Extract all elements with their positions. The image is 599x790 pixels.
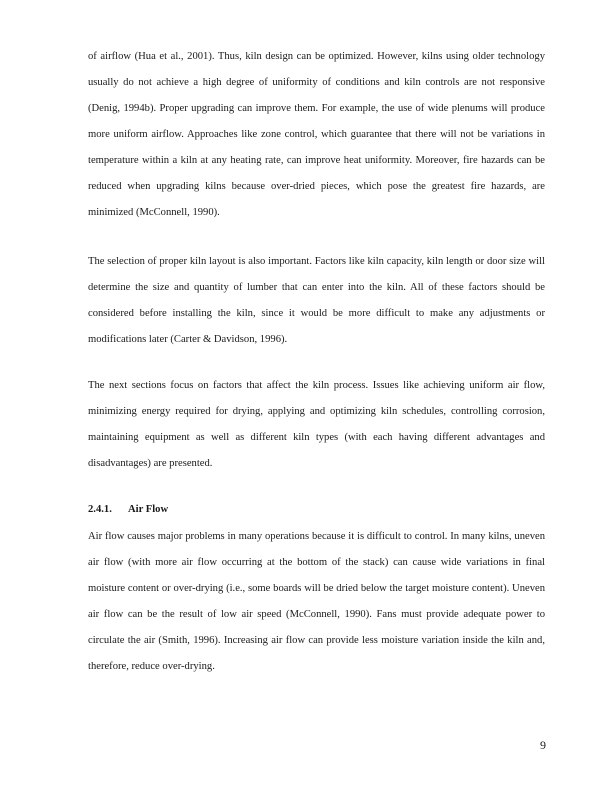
paragraph-next-sections: The next sections focus on factors that affect the kiln process. Issues like achieving uniform air flow, minimizing energy required for drying, applying and optimizing kiln schedules, controlling corrosion, maintaining equipment as well as different kiln types (with each having different advantages and disadvantages) are presented. — [88, 380, 545, 469]
section-title: Air Flow — [128, 504, 169, 515]
paragraph-air-flow: Air flow causes major problems in many operations because it is difficult to control. In many kilns, uneven air flow (with more air flow occurring at the bottom of the stack) can cause wide variations in final moisture content or over-drying (i.e., some boards will be dried below the target moisture content). Uneven air flow can be the result of low air speed (McConnell, 1990). Fans must provide adequate power to circulate the air (Smith, 1996). Increasing air flow can provide less moisture variation inside the kiln and, therefore, reduce over-drying. — [88, 531, 545, 672]
paragraph-kiln-layout: The selection of proper kiln layout is also important. Factors like kiln capacity, kiln length or door size will determine the size and quantity of lumber that can enter into the kiln. All of these factors should be considered before installing the kiln, since it would be more difficult to make any adjustments or modifications later (Carter & Davidson, 1996). — [88, 256, 545, 345]
section-number: 2.4.1. — [88, 504, 112, 515]
section-heading — [88, 502, 168, 518]
paragraph-kiln-design: of airflow (Hua et al., 2001). Thus, kiln design can be optimized. However, kilns using older technology usually do not achieve a high degree of uniformity of conditions and kiln controls are not responsive (Denig, 1994b). Proper upgrading can improve them. For example, the use of wide plenums will produce more uniform airflow. Approaches like zone control, which guarantee that there will not be variations in temperature within a kiln at any heating rate, can improve heat uniformity. Moreover, fire hazards can be reduced when upgrading kilns because over-dried pieces, which pose the greatest fire hazards, are minimized (McConnell, 1990). — [88, 51, 545, 218]
page-number: 9 — [540, 738, 546, 752]
